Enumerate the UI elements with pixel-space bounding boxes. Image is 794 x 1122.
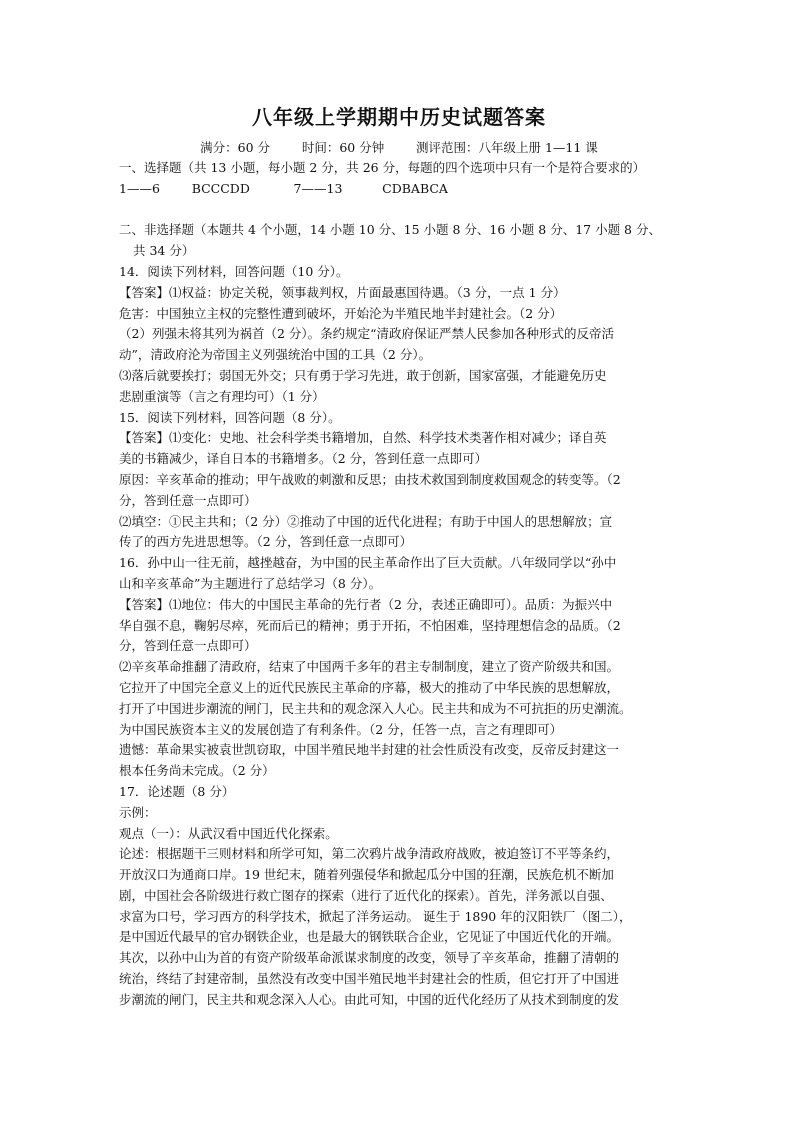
text-line: 它拉开了中国完全意义上的近代民族民主革命的序幕，极大的推动了中华民族的思想解放， bbox=[119, 679, 620, 695]
section1-heading: 一、选择题（共 13 小题，每小题 2 分，共 26 分，每题的四个选项中只有一个是符合要求的） bbox=[119, 160, 646, 175]
spacer bbox=[119, 200, 679, 221]
text-line: 【答案】⑴变化：史地、社会科学类书籍增加，自然、科学技术类著作相对减少；译自英 bbox=[119, 430, 607, 446]
text-line: ⑵辛亥革命推翻了清政府，结束了中国两千多年的君主专制制度，建立了资产阶级共和国。 bbox=[119, 659, 620, 675]
text-line: 传了的西方先进思想等。（2 分，答到任意一点即可） bbox=[119, 534, 413, 550]
page-title: 八年级上学期期中历史试题答案 bbox=[252, 105, 546, 129]
text-line: 遗憾：革命果实被袁世凯窃取，中国半殖民地半封建的社会性质没有改变，反帝反封建这一 bbox=[119, 742, 620, 758]
text-line: 开放汉口为通商口岸。19 世纪末，随着列强侵华和掀起瓜分中国的狂潮，民族危机不断加 bbox=[119, 867, 614, 883]
text-line: （2）列强未将其列为祸首（2 分）。条约规定“清政府保证严禁人民参加各种形式的反帝活 bbox=[119, 326, 615, 342]
text-line: 15．阅读下列材料，回答问题（8 分）。 bbox=[119, 409, 341, 425]
text-line: 危害：中国独立主权的完整性遭到破坏，开始沦为半殖民地半封建社会。（2 分） bbox=[119, 305, 563, 321]
text-line: 其次，以孙中山为首的有资产阶级革命派谋求制度的改变，领导了辛亥革命，推翻了清朝的 bbox=[119, 950, 620, 966]
text-line: 【答案】⑴权益：协定关税，领事裁判权，片面最惠国待遇。（3 分，一点 1 分） bbox=[119, 284, 566, 300]
text-line: 剧，中国社会各阶级进行救亡图存的探索（进行了近代化的探索）。首先，洋务派以自强、 bbox=[119, 887, 613, 903]
text-line: 14．阅读下列材料，回答问题（10 分）。 bbox=[119, 263, 349, 279]
answer-body bbox=[119, 262, 679, 1011]
text-line: 山和辛亥革命”为主题进行了总结学习（8 分）。 bbox=[119, 575, 382, 591]
text-line: 求富为口号，学习西方的科学技术，掀起了洋务运动。 诞生于 1890 年的汉阳铁厂（图二）， bbox=[119, 908, 632, 924]
text-line: 论述：根据题干三则材料和所学可知，第二次鸦片战争清政府战败，被迫签订不平等条约， bbox=[119, 846, 620, 862]
text-line: 观点（一）：从武汉看中国近代化探索。 bbox=[119, 825, 338, 841]
text-line: 动”，清政府沦为帝国主义列强统治中国的工具（2 分）。 bbox=[119, 347, 432, 363]
text-line: 示例： bbox=[119, 804, 157, 820]
text-line: 为中国民族资本主义的发展创造了有利条件。（2 分，任答一点，言之有理即可） bbox=[119, 721, 563, 737]
text-line: 是中国近代最早的官办钢铁企业，也是最大的钢铁联合企业，它见证了中国近代化的开端。 bbox=[119, 929, 620, 945]
text-line: 分，答到任意一点即可） bbox=[119, 492, 257, 508]
text-line: 悲剧重演等（言之有理均可）（1 分） bbox=[119, 388, 325, 404]
section2-heading-line2: 共 34 分） bbox=[133, 243, 195, 259]
text-line: 美的书籍减少，译自日本的书籍增多。（2 分，答到任意一点即可） bbox=[119, 451, 488, 467]
answer-document bbox=[119, 104, 679, 1011]
text-line: 原因：辛亥革命的推动；甲午战败的刺激和反思；由技术救国到制度救国观念的转变等。（2 bbox=[119, 471, 621, 487]
text-line: ⑵填空：①民主共和；（2 分）②推动了中国的近代化进程；有助于中国人的思想解放；宣 bbox=[119, 513, 613, 529]
text-line: 分，答到任意一点即可） bbox=[119, 638, 257, 654]
text-line: ⑶落后就要挨打；弱国无外交；只有勇于学习先进，敢于创新，国家富强，才能避免历史 bbox=[119, 367, 607, 383]
text-line: 步潮流的闸门，民主共和观念深入人心。由此可知，中国的近代化经历了从技术到制度的发 bbox=[119, 991, 620, 1007]
text-line: 根本任务尚未完成。（2 分） bbox=[119, 763, 275, 779]
section2-heading-line1: 二、非选择题（本题共 4 个小题，14 小题 10 分、15 小题 8 分、16 小题 8 分、17 小题 8 分、 bbox=[119, 222, 661, 238]
exam-meta: 满分：60 分 时间：60 分钟 测评范围：八年级上册 1—11 课 bbox=[200, 140, 598, 155]
text-line: 16．孙中山一往无前，越挫越奋，为中国的民主革命作出了巨大贡献。八年级同学以“孙中 bbox=[119, 555, 617, 571]
choice-answers: 1——6 BCCCDD 7——13 CDBABCA bbox=[119, 180, 448, 196]
text-line: 【答案】⑴地位：伟大的中国民主革命的先行者（2 分，表述正确即可）。品质：为振兴中 bbox=[119, 596, 613, 612]
text-line: 17．论述题（8 分） bbox=[119, 783, 235, 799]
text-line: 华自强不息，鞠躬尽瘁，死而后已的精神；勇于开拓，不怕困难，坚持理想信念的品质。（2 bbox=[119, 617, 621, 633]
text-line: 统治，终结了封建帝制，虽然没有改变中国半殖民地半封建社会的性质，但它打开了中国进 bbox=[119, 971, 620, 987]
text-line: 打开了中国进步潮流的闸门，民主共和的观念深入人心。民主共和成为不可抗拒的历史潮流。 bbox=[119, 700, 632, 716]
